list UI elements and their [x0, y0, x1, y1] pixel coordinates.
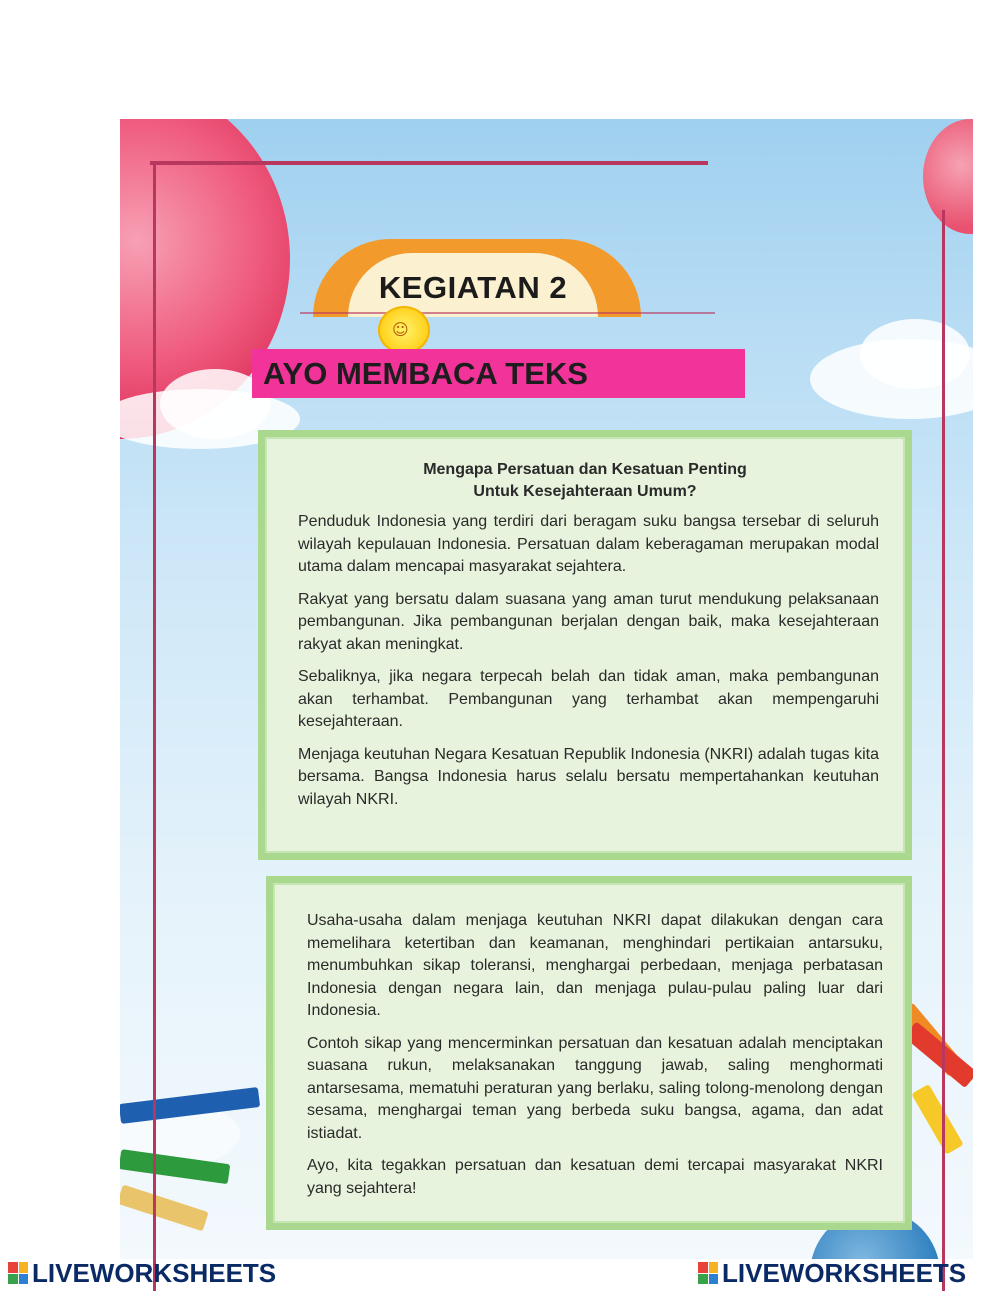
- liveworksheets-logo-icon: [8, 1262, 28, 1284]
- logo-text: LIVEWORKSHEETS: [722, 1257, 967, 1288]
- cloud: [860, 319, 970, 389]
- pencil-yellow: [120, 1184, 209, 1231]
- frame-line-right: [942, 210, 945, 1291]
- paragraph: Menjaga keutuhan Negara Kesatuan Republik Indonesia (NKRI) adalah tugas kita bersama. Bangsa Indonesia harus selalu bersatu mempertahankan keutuhan wilayah NKRI.: [298, 745, 879, 808]
- paragraph: Contoh sikap yang mencerminkan persatuan dan kesatuan adalah menciptakan suasana rukun, melaksanakan tanggung jawab, saling menghormati antarsesama, mematuhi peraturan yang berlaku, saling tolong-menolong dengan sesama, menghargai teman yang berbeda suku bangsa, agama, dan adat istiadat.: [307, 1034, 883, 1142]
- paragraph: Rakyat yang bersatu dalam suasana yang aman turut mendukung pelaksanaan pembangunan. Jika pembangunan berjalan dengan baik, maka kesejahteraan rakyat akan meningkat.: [298, 590, 879, 653]
- section-title: AYO MEMBACA TEKS: [263, 355, 588, 391]
- liveworksheets-logo-icon: [698, 1262, 718, 1284]
- paragraph: Penduduk Indonesia yang terdiri dari beragam suku bangsa tersebar di seluruh wilayah kepulauan Indonesia. Persatuan dalam keberagaman merupakan modal utama dalam mencapai masyarakat sejahtera.: [298, 513, 879, 575]
- frame-line-mid: [300, 312, 715, 314]
- pencil-red: [904, 1021, 973, 1088]
- heading-line: Mengapa Persatuan dan Kesatuan Penting: [423, 461, 747, 478]
- frame-line-left: [153, 161, 156, 1291]
- section-title-bar: [252, 349, 745, 398]
- reading-text-box-1: [258, 430, 912, 860]
- smiley-icon: ☺: [392, 320, 409, 339]
- activity-title: KEGIATAN 2: [378, 270, 568, 305]
- paragraph: Usaha-usaha dalam menjaga keutuhan NKRI dapat dilakukan dengan cara memelihara ketertiban dan keamanan, menghindari pertikaian antarsuku, menumbuhkan sikap toleransi, menghargai perbedaan, menjaga perbatasan Indonesia dengan negara lain, dan menjaga pulau-pulau paling luar dari Indonesia.: [307, 912, 883, 1019]
- paragraph: Sebaliknya, jika negara terpecah belah dan tidak aman, maka pembangunan akan terhambat. Pembangunan yang terhambat akan mempengaruhi kesejahteraan.: [298, 668, 879, 730]
- logo-text: LIVEWORKSHEETS: [32, 1257, 277, 1288]
- activity-title-badge: [348, 253, 598, 317]
- liveworksheets-logo-left[interactable]: [8, 1258, 276, 1288]
- hot-air-balloon-right: [923, 119, 973, 234]
- reading-text-box-2: [266, 876, 912, 1230]
- pencil-yellow: [911, 1084, 963, 1155]
- heading-line: Untuk Kesejahteraan Umum?: [473, 483, 697, 500]
- liveworksheets-logo-right[interactable]: [698, 1258, 966, 1288]
- reading-heading: [265, 459, 905, 503]
- frame-line-top: [150, 161, 708, 165]
- paragraph: Ayo, kita tegakkan persatuan dan kesatuan demi tercapai masyarakat NKRI yang sejahtera!: [307, 1157, 883, 1197]
